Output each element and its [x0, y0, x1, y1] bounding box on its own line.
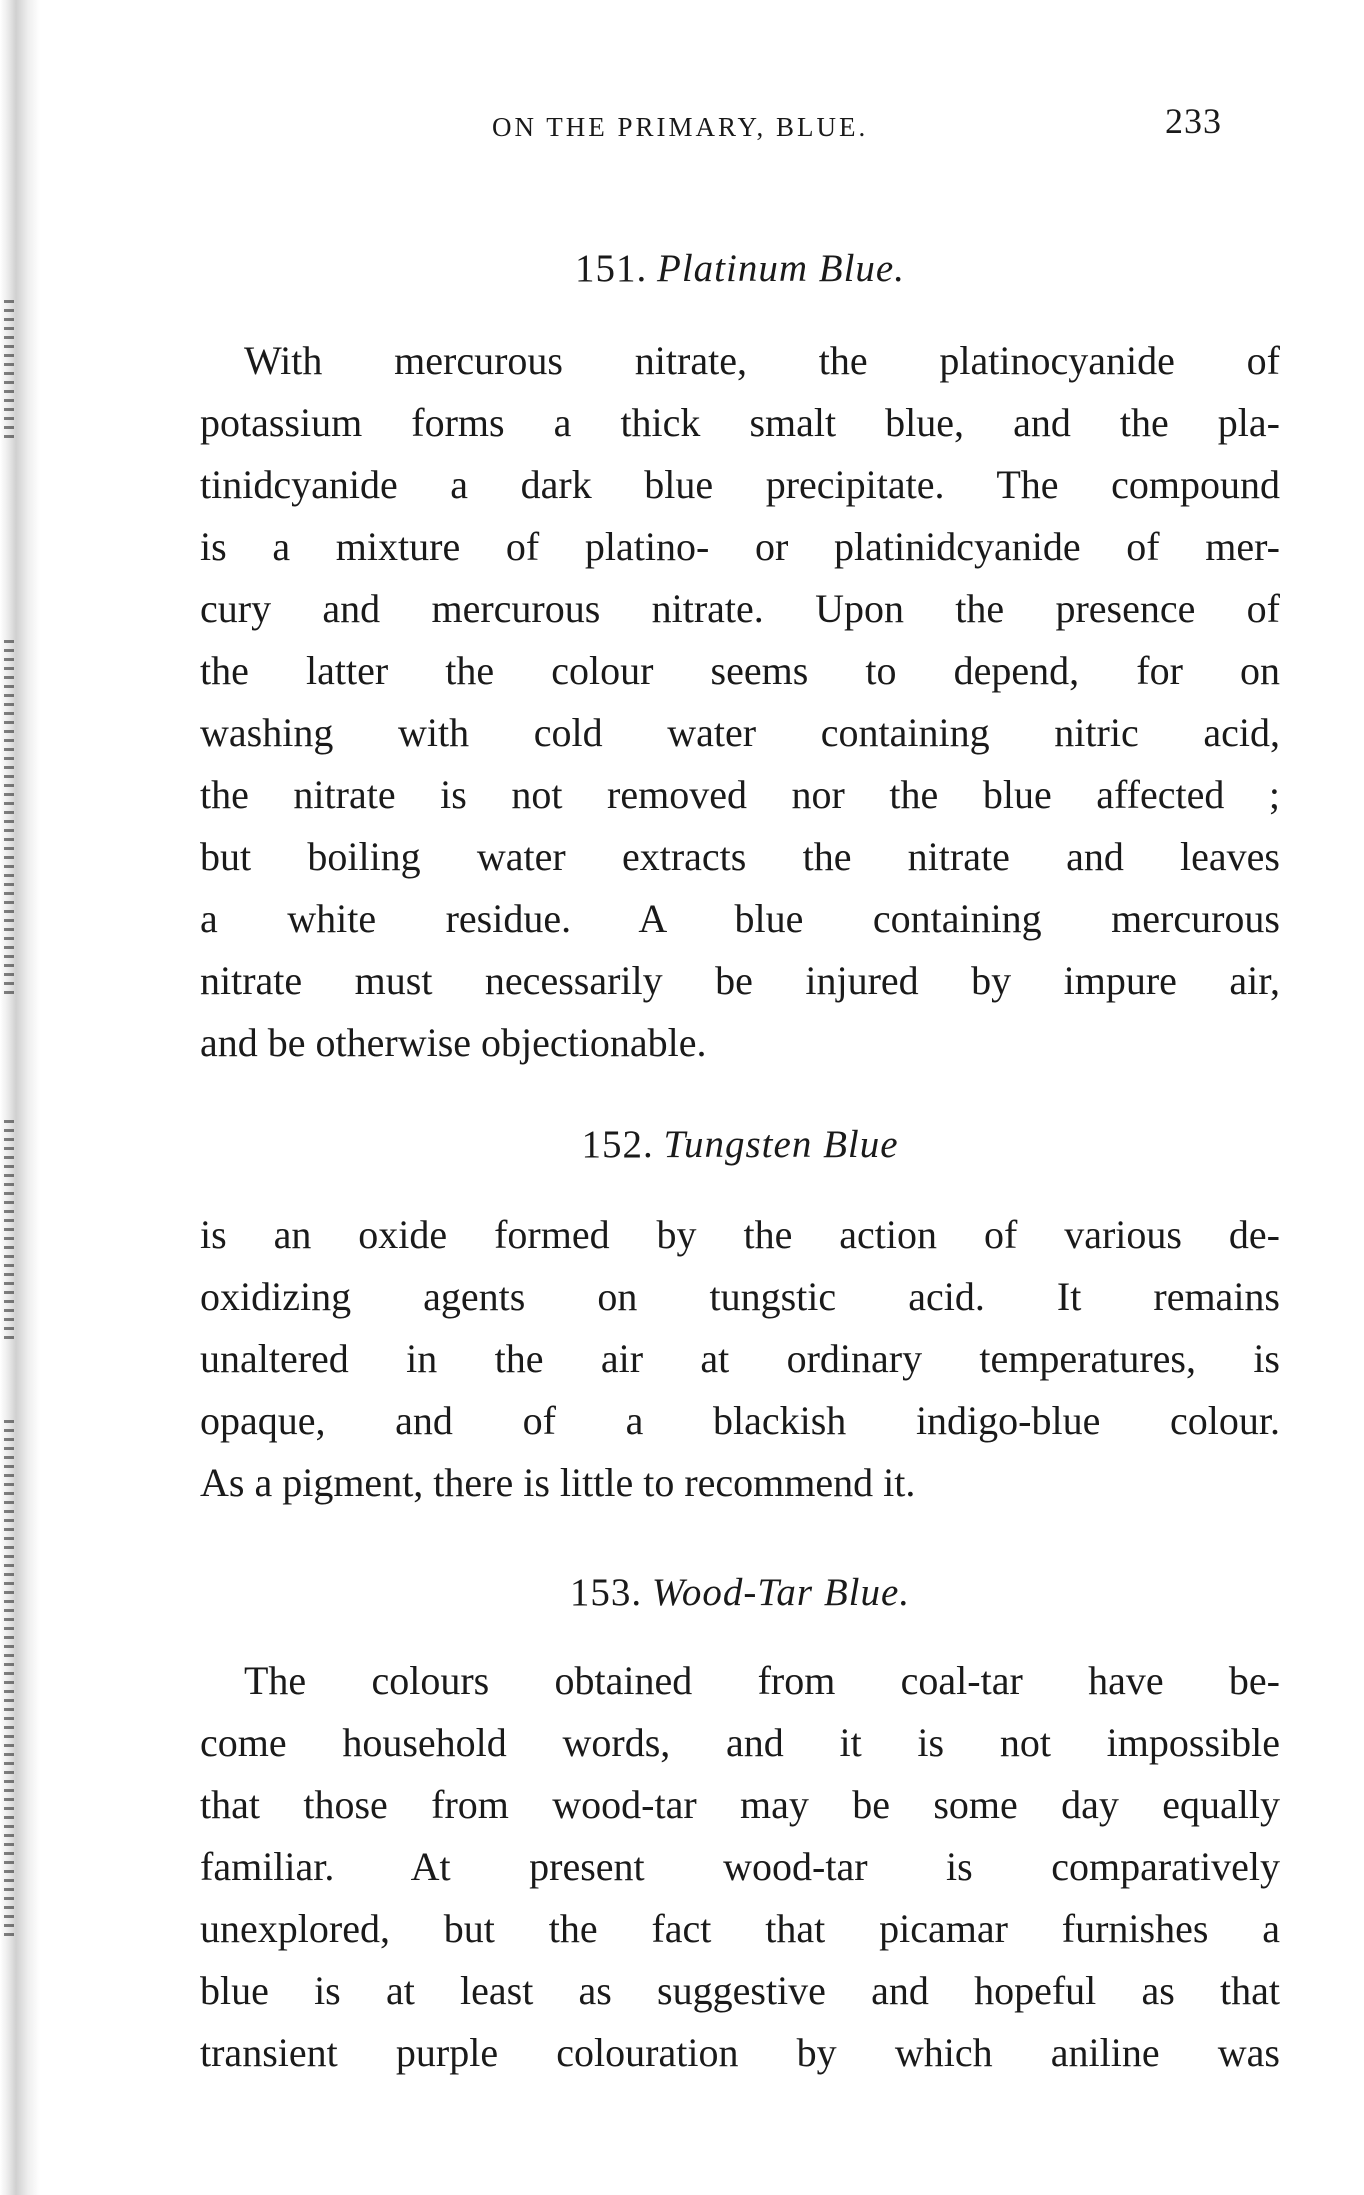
text-line: a white residue. A blue containing mercurous — [200, 896, 1280, 941]
running-head: ON THE PRIMARY, BLUE. — [492, 112, 869, 142]
section-number: 153. — [569, 1571, 643, 1614]
text-line: blue is at least as suggestive and hopeful as that — [200, 1968, 1280, 2013]
page-number: 233 — [1165, 101, 1222, 141]
section-heading-153 — [200, 1570, 1280, 1615]
section-heading-152 — [200, 1122, 1280, 1167]
text-line: come household words, and it is not impossible — [200, 1720, 1280, 1765]
text-line: that those from wood-tar may be some day equally — [200, 1782, 1280, 1827]
text-line: familiar. At present wood-tar is comparatively — [200, 1844, 1280, 1889]
text-line: unexplored, but the fact that picamar furnishes a — [200, 1906, 1280, 1951]
section-body-153 — [200, 1650, 1280, 2084]
text-line: cury and mercurous nitrate. Upon the presence of — [200, 586, 1280, 631]
section-number: 151. — [575, 247, 648, 290]
text-line: With mercurous nitrate, the platinocyanide of — [244, 338, 1280, 383]
section-title: Wood-Tar Blue. — [651, 1571, 911, 1614]
section-title: Tungsten Blue — [663, 1123, 899, 1166]
text-line: and be otherwise objectionable. — [200, 1020, 707, 1065]
text-line: oxidizing agents on tungstic acid. It remains — [200, 1274, 1280, 1319]
text-line: opaque, and of a blackish indigo-blue colour. — [200, 1398, 1280, 1443]
text-line: but boiling water extracts the nitrate and leaves — [200, 834, 1280, 879]
text-line: transient purple colouration by which aniline was — [200, 2030, 1280, 2075]
text-line: washing with cold water containing nitric acid, — [200, 710, 1280, 755]
text-line: As a pigment, there is little to recommend it. — [200, 1460, 916, 1505]
scanned-page-edge — [0, 0, 40, 2195]
text-line: nitrate must necessarily be injured by impure air, — [200, 958, 1280, 1003]
text-line: The colours obtained from coal-tar have be- — [244, 1658, 1280, 1703]
text-line: the nitrate is not removed nor the blue affected ; — [200, 772, 1280, 817]
text-line: unaltered in the air at ordinary temperatures, is — [200, 1336, 1280, 1381]
section-number: 152. — [581, 1123, 654, 1166]
section-body-151 — [200, 330, 1280, 1074]
section-body-152 — [200, 1204, 1280, 1514]
text-line: is an oxide formed by the action of various de- — [200, 1212, 1280, 1257]
text-line: potassium forms a thick smalt blue, and the pla- — [200, 400, 1280, 445]
text-line: tinidcyanide a dark blue precipitate. The compound — [200, 462, 1280, 507]
text-line: the latter the colour seems to depend, for on — [200, 648, 1280, 693]
text-line: is a mixture of platino- or platinidcyanide of mer- — [200, 524, 1280, 569]
section-title: Platinum Blue. — [657, 247, 905, 290]
section-heading-151 — [200, 246, 1280, 291]
